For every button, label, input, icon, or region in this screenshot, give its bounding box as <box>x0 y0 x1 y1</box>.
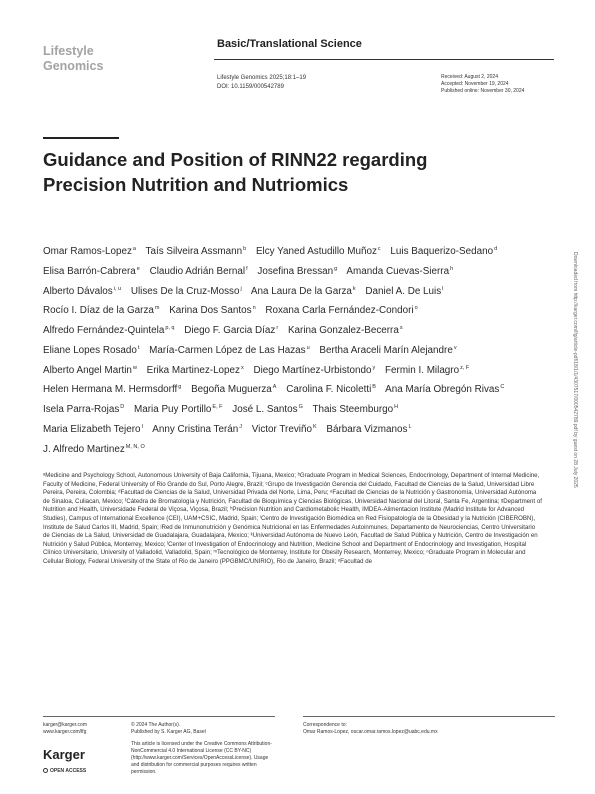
author-name: Claudio Adrián Bernal <box>149 265 246 277</box>
author-affiliation-mark: K <box>312 423 317 430</box>
author <box>43 325 175 336</box>
author-affiliation-mark: e <box>136 265 140 272</box>
footer-rule-left <box>43 716 275 717</box>
author-affiliation-mark: B <box>372 384 376 391</box>
author-name: Elcy Yaned Astudillo Muñoz <box>255 246 377 257</box>
author-name: Isela Parra-Rojas <box>43 404 120 415</box>
author-affiliation-mark: v <box>453 344 457 351</box>
author <box>286 384 376 395</box>
author-name: Ulises De la Cruz-Mosso <box>130 285 240 297</box>
author <box>169 305 255 316</box>
footer-copyright <box>131 722 276 776</box>
author-affiliation-mark: o <box>414 305 418 312</box>
author-affiliation-mark: x <box>240 364 244 371</box>
author <box>43 384 181 395</box>
author <box>256 246 381 257</box>
author-name: Ana María Obregón Rivas <box>385 384 500 396</box>
author-name: Carolina F. Nicoletti <box>286 384 372 396</box>
citation <box>217 74 306 92</box>
author-name: Rocío I. Díaz de la Garza <box>43 305 154 317</box>
author-name: Thais Steemburgo <box>312 404 394 415</box>
author-affiliation-mark: c <box>377 246 381 252</box>
author <box>43 444 145 455</box>
author-affiliation-mark: s <box>399 325 403 331</box>
author <box>43 266 140 277</box>
accepted-date: Accepted: November 19, 2024 <box>441 81 509 87</box>
author <box>346 266 453 277</box>
author <box>43 305 159 316</box>
author-name: José L. Santos <box>232 404 298 415</box>
author-name: Elisa Barrón-Cabrera <box>43 265 136 277</box>
footer-rule-right <box>303 716 555 717</box>
author-affiliation-mark: M, N, O <box>125 443 145 450</box>
author-affiliation-mark: p, q <box>165 325 175 331</box>
author-name: Maria Elizabeth Tejero <box>43 423 141 435</box>
author-name: María-Carmen López de Las Hazas <box>149 344 306 356</box>
author-name: Taís Silveira Assmann <box>145 246 243 257</box>
author-affiliation-mark: A <box>272 384 277 391</box>
header-rule <box>214 59 554 60</box>
publisher-line: Published by S. Karger AG, Basel <box>131 729 206 735</box>
author-affiliation-mark: d <box>494 246 498 252</box>
open-access-badge <box>43 768 86 774</box>
author-affiliation-mark: z, F <box>460 364 470 371</box>
author-affiliation-mark: w <box>132 364 137 371</box>
download-side-note: Downloaded from http://karger.com/lfg/article-pdf/18/1/1/4307517/000542789.pdf by guest on 28 July 2025 <box>572 252 578 488</box>
author-affiliation-mark: n <box>252 305 256 312</box>
author-affiliation-mark: j <box>240 285 242 292</box>
journal-name-line2: Genomics <box>43 59 104 73</box>
author-name: Ana Laura De la Garza <box>250 285 352 297</box>
footer-correspondence <box>303 722 555 736</box>
author-affiliation-mark: C <box>500 384 505 391</box>
author <box>43 424 143 435</box>
received-date: Received: August 2, 2024 <box>441 74 498 80</box>
author-name: J. Alfredo Martinez <box>43 443 125 455</box>
article-dates <box>441 74 524 95</box>
author-name: Helen Hermana M. Hermsdorff <box>43 384 178 396</box>
author-affiliation-mark: J <box>239 423 243 430</box>
author-name: Alberto Angel Martin <box>43 364 132 376</box>
author-affiliation-mark: u <box>306 344 310 351</box>
author-affiliation-mark: a <box>132 246 136 252</box>
license-text: This article is licensed under the Creative Commons Attribution-NonCommercial 4.0 International License (CC BY-NC) (http://www.karger.com/Services/OpenAccessLicense). Usage and distribution for commercial purposes requires written permission. <box>131 741 272 775</box>
open-access-icon <box>43 768 48 773</box>
author-name: Victor Treviño <box>251 423 312 435</box>
author-affiliation-mark: g <box>178 384 182 391</box>
author-name: Roxana Carla Fernández-Condori <box>265 305 414 317</box>
author-name: Alberto Dávalos <box>43 285 113 297</box>
article-title: Guidance and Position of RINN22 regarding Precision Nutrition and Nutriomics <box>43 149 428 195</box>
copyright-line: © 2024 The Author(s). <box>131 722 181 728</box>
citation-doi[interactable]: DOI: 10.1159/000542789 <box>217 84 284 90</box>
author <box>43 365 137 376</box>
journal-name-line1: Lifestyle <box>43 44 94 58</box>
author-name: Erika Martinez-Lopez <box>146 364 240 376</box>
author-affiliation-mark: k <box>352 285 356 292</box>
author <box>232 404 303 415</box>
author <box>43 404 124 415</box>
author <box>319 345 456 356</box>
author <box>385 365 469 376</box>
author <box>43 286 121 297</box>
author-list <box>43 241 513 458</box>
footer-website-link[interactable]: www.karger.com/lfg <box>43 729 87 735</box>
author <box>43 246 136 257</box>
author <box>385 384 504 395</box>
author-affiliation-mark: b <box>243 246 247 252</box>
author <box>43 345 139 356</box>
author-name: Diego F. Garcia Díaz <box>184 325 276 336</box>
citation-journal: Lifestyle Genomics 2025;18:1–19 <box>217 75 307 81</box>
section-label: Basic/Translational Science <box>217 38 362 50</box>
author <box>390 246 497 257</box>
author <box>150 266 248 277</box>
author-affiliation-mark: y <box>372 364 376 371</box>
author-name: Amanda Cuevas-Sierra <box>346 265 450 277</box>
author <box>131 286 242 297</box>
author <box>134 404 222 415</box>
author-name: Daniel A. De Luis <box>365 285 442 297</box>
author-name: Luis Baquerizo-Sedano <box>390 246 494 257</box>
author-affiliation-mark: I <box>141 423 144 430</box>
author-affiliation-mark: g <box>334 265 338 272</box>
open-access-label: OPEN ACCESS <box>50 768 87 774</box>
author <box>146 246 247 257</box>
author <box>265 305 417 316</box>
author-name: Bertha Araceli Marín Alejandre <box>319 344 453 356</box>
footer-urls <box>43 722 123 736</box>
author-name: Diego Martínez-Urbistondo <box>253 364 372 376</box>
author-name: Karina Gonzalez-Becerra <box>287 325 399 336</box>
author-affiliation-mark: m <box>154 305 160 312</box>
author-affiliation-mark: i, u <box>113 285 122 292</box>
published-date: Published online: November 30, 2024 <box>441 88 525 94</box>
author-affiliation-mark: L <box>408 423 412 430</box>
author-name: Begoña Muguerza <box>191 384 272 396</box>
author-affiliation-mark: E, F <box>212 404 223 410</box>
correspondence-label: Correspondence to: <box>303 722 347 728</box>
affiliations: ᵃMedicine and Psychology School, Autonomous University of Baja California, Tijuana, Mexico; ᵇGraduate Program in Medical Sciences, Endocrinology, Department of Internal Medicine, Faculty of Medicine, Federal University of Rio Grande do Sul, Porto Alegre, Brazil; ᶜGrupo de Investigación Gerencia del Cuidado, Facultad de Ciencias de la Salud, Universidad Libre Pereira, Pereira, Colombia; ᵈFacultad de Ciencias de la Salud, Universidad Privada del Norte, Lima, Peru; ᵉFacultad de Ciencias de la Nutrición y Gastronomía, Universidad Autónoma de Sinaloa, Culiacan, Mexico; ᶠCátedra de Bromatología y Nutrición, Facultad de Bioquímica y Ciencias Biológicas, Universidad Nacional del Litoral, Santa Fe, Argentina; ᵍDepartment of Nutrition and Health, Universidade Federal de Viçosa, Viçosa, Brazil; ʰPrecision Nutrition and Cardiometabolic Health, IMDEA-Alimentacion Institute (Madrid Institute for Advanced Studies), Campus of International Excellence (CEI), UAM+CSIC, Madrid, Spain; ⁱCentro de Investigación Biomédica en Red Fisiopatología de la Obesidad y la Nutrición (CIBEROBN), Institute de Salud Carlos III, Madrid, Spain; ʲRed de Inmunonutrición y Genómica Nutricional en las Enfermedades Autoinmunes, Departamento de Neurociencias, Centro Universitario de Ciencias de La Salud, Universidad de Guadalajara, Guadalajara, Mexico; ᵏUniversidad Autónoma de Nuevo León, Facultad de Salud Pública y Nutrición, Centro de Investigación en Nutrición y Salud Pública, Monterrey, Mexico; ˡCenter of Investigation of Endocrinology and Nutrition, Medicine School and Department of Endocrinology and Investigation, Hospital Clínico Universitario, University of Valladolid, Valladolid, Spain; ᵐTecnológico de Monterrey, Institute for Obesity Research, Monterrey, Mexico; ⁿGraduate Program in Molecular and Cellular Biology, Federal University of the State of Rio de Janeiro (PPGBMC/UNIRIO), Rio de Janeiro, Brazil; ᵒFacultad de <box>43 472 542 565</box>
author-name: Maria Puy Portillo <box>134 404 212 415</box>
author-affiliation-mark: D <box>120 404 125 410</box>
author <box>326 424 411 435</box>
author <box>257 266 337 277</box>
author-name: Omar Ramos-Lopez <box>43 246 132 257</box>
author <box>365 286 443 297</box>
author-affiliation-mark: t <box>137 344 140 351</box>
journal-logo <box>43 44 103 74</box>
author-name: Josefina Bressan <box>257 265 334 277</box>
author-name: Alfredo Fernández-Quintela <box>43 325 165 336</box>
author <box>152 424 242 435</box>
author-affiliation-mark: H <box>394 404 399 410</box>
author <box>191 384 276 395</box>
author-name: Karina Dos Santos <box>169 305 252 317</box>
author <box>149 345 310 356</box>
footer-email-link[interactable]: karger@karger.com <box>43 722 87 728</box>
author-affiliation-mark: G <box>298 404 303 410</box>
correspondence-contact[interactable]: Omar Ramos-Lopez, oscar.omar.ramos.lopez@uabc.edu.mx <box>303 729 438 735</box>
author-name: Anny Cristina Terán <box>152 423 239 435</box>
title-rule <box>43 137 119 139</box>
author <box>312 404 398 415</box>
author-affiliation-mark: r <box>276 325 279 331</box>
publisher-logo: Karger <box>43 747 85 762</box>
author-affiliation-mark: l <box>442 285 444 292</box>
author-name: Eliane Lopes Rosado <box>43 344 137 356</box>
author <box>184 325 278 336</box>
author <box>252 424 317 435</box>
author <box>253 365 375 376</box>
author <box>251 286 356 297</box>
author <box>288 325 403 336</box>
author-name: Bárbara Vizmanos <box>326 423 408 435</box>
author <box>147 365 244 376</box>
author-name: Fermin I. Milagro <box>385 364 460 376</box>
author-affiliation-mark: f <box>246 265 248 272</box>
author-affiliation-mark: h <box>450 265 454 272</box>
